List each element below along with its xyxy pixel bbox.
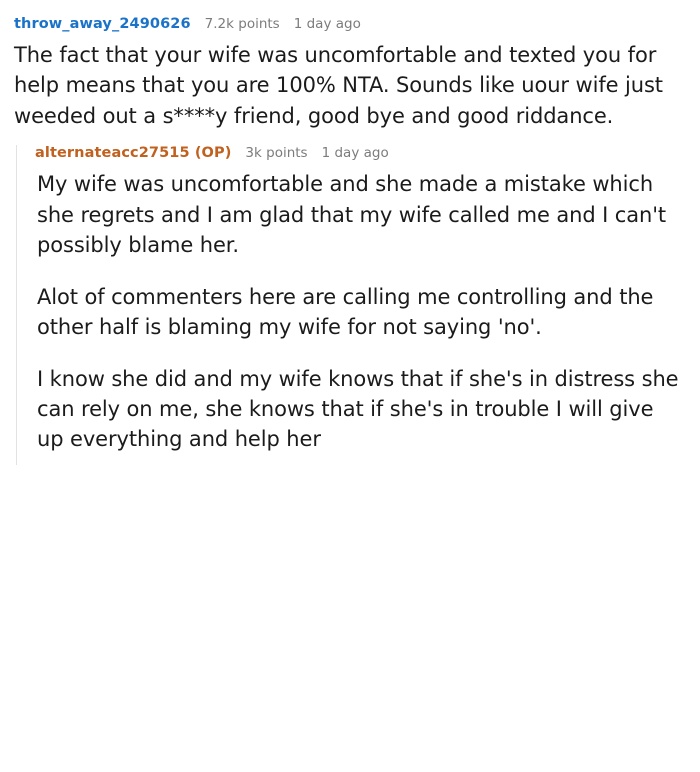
comment-paragraph: The fact that your wife was uncomfortable and texted you for help means that you are 100% NTA. Sounds like uour wife just weeded out a s****y friend, good bye and good riddance.: [14, 43, 663, 128]
comment-header: [14, 16, 686, 32]
comment-author-link[interactable]: alternateacc27515 (OP): [35, 145, 232, 162]
comment-points: 3k points: [245, 145, 308, 162]
comment-timestamp: 1 day ago: [321, 145, 389, 162]
comment-points: 7.2k points: [204, 16, 280, 32]
comment-body: [14, 40, 686, 131]
comment-paragraph: I know she did and my wife knows that if she's in distress she can rely on me, she knows that if she's in trouble I will give up everything and help her: [37, 366, 679, 452]
comment-timestamp: 1 day ago: [293, 16, 361, 32]
comment-top-level: [14, 16, 686, 145]
comment-header: [35, 145, 686, 161]
comment-paragraph: My wife was uncomfortable and she made a mistake which she regrets and I am glad that my wife called me and I can't possibly blame her.: [37, 172, 667, 258]
comment-author-link[interactable]: throw_away_2490626: [14, 16, 191, 32]
comment-reply-op: [16, 145, 686, 465]
comment-body: [35, 169, 686, 455]
comment-paragraph: Alot of commenters here are calling me controlling and the other half is blaming my wife for not saying 'no'.: [37, 284, 654, 340]
